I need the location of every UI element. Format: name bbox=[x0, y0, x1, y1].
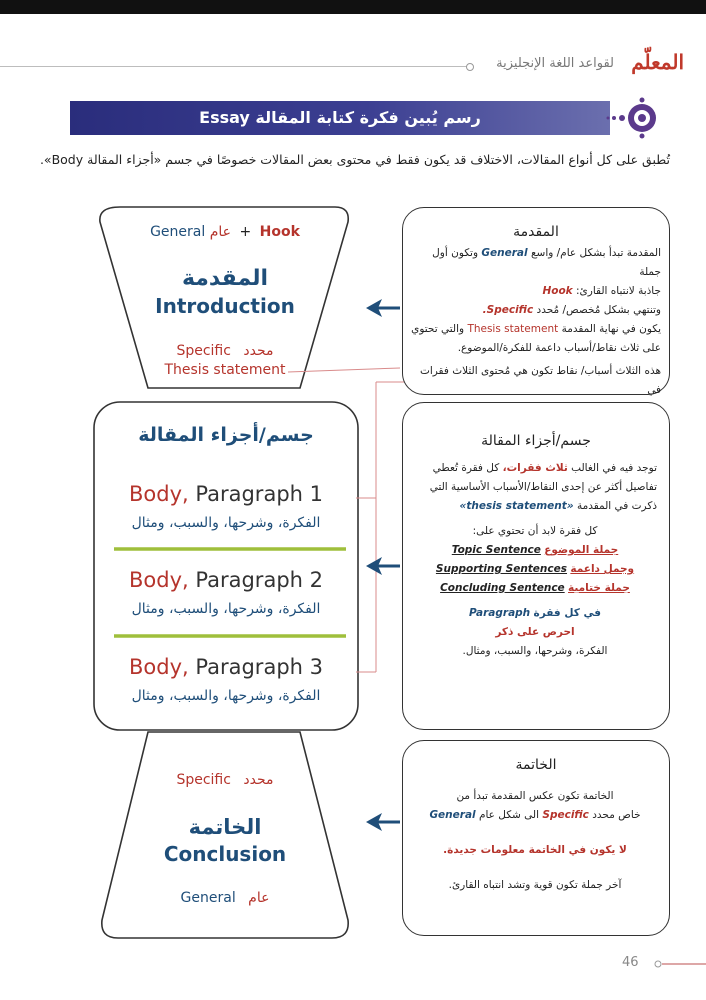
intro-title-en: Introduction bbox=[155, 294, 295, 318]
notes-body-sentence-3: جملة ختامية Concluding Sentence bbox=[440, 582, 630, 594]
notes-body-line-1: توجد فيه في الغالب ثلاث فقرات، كل فقرة تُعطي bbox=[432, 462, 657, 474]
intro-hook: Hook bbox=[259, 224, 300, 240]
body-title-ar: جسم/أجزاء المقالة bbox=[138, 424, 314, 446]
intro-thesis: Thesis statement bbox=[164, 362, 286, 378]
arrow-conclusion bbox=[366, 813, 400, 831]
body-word-1: Body, bbox=[129, 482, 189, 506]
notes-intro-line-4: يكون في نهاية المقدمة Thesis statement والتي تحتوي bbox=[411, 323, 661, 335]
intro-title-ar: المقدمة bbox=[181, 266, 269, 291]
body-word-3: Body, bbox=[129, 655, 189, 679]
paragraph-label-1: Paragraph 1 bbox=[195, 482, 323, 506]
concl-specific-ar: محدد bbox=[243, 772, 274, 788]
notes-body-line-6: احرص على ذكر bbox=[495, 626, 575, 638]
body-word-2: Body, bbox=[129, 568, 189, 592]
notes-intro-line-3: وتنتهي بشكل مُخصص/ مُحدد Specific. bbox=[482, 304, 661, 316]
concl-general-en: General bbox=[180, 890, 236, 906]
notes-body-line-7: الفكرة، وشرحها، والسبب، ومثال. bbox=[462, 645, 608, 657]
notes-concl-title: الخاتمة bbox=[515, 757, 557, 773]
notes-body-line-4: كل فقرة لابد أن تحتوي على: bbox=[472, 525, 598, 537]
page-title: رسم يُبين فكرة كتابة المقالة Essay bbox=[199, 108, 481, 127]
intro-paragraph: تُطبق على كل أنواع المقالات، الاختلاف قد يكون فقط في محتوى بعض المقالات خصوصًا في جسم «أجزاء المقالة Body». bbox=[39, 152, 670, 167]
notes-body-title: جسم/أجزاء المقالة bbox=[481, 433, 591, 449]
notes-body-line-2: تفاصيل أكثر عن إحدى النقاط/الأسباب الأساسية التي bbox=[429, 481, 657, 493]
intro-specific-ar: محدد bbox=[243, 343, 274, 359]
arrow-intro bbox=[366, 299, 400, 317]
arrow-body bbox=[366, 557, 400, 575]
concl-title-ar: الخاتمة bbox=[188, 815, 262, 839]
book-logo: المعلّم bbox=[631, 50, 684, 74]
notes-conclusion-box bbox=[402, 740, 670, 936]
notes-body-box bbox=[402, 402, 670, 730]
concl-specific bbox=[100, 772, 350, 788]
notes-body-line-5: في كل فقرة Paragraph bbox=[469, 607, 601, 619]
notes-intro-title: المقدمة bbox=[513, 224, 559, 240]
paragraph-label-2: Paragraph 2 bbox=[195, 568, 323, 592]
book-subtitle: لقواعد اللغة الإنجليزية bbox=[496, 56, 614, 71]
footer-dot bbox=[655, 961, 661, 967]
notes-concl-line-4: آخر جملة تكون قوية وتشد انتباه القارئ. bbox=[448, 879, 622, 891]
paragraph-desc-1: الفكرة، وشرحها، والسبب، ومثال bbox=[131, 515, 321, 531]
notes-intro-line-2: جاذبة لانتباه القارئ: Hook bbox=[542, 285, 661, 297]
intro-specific bbox=[100, 343, 350, 359]
body-paragraph-2 bbox=[94, 568, 358, 592]
intro-general-hook bbox=[100, 224, 350, 240]
notes-intro-line-5: على ثلاث نقاط/أسباب داعمة للفكرة/الموضوع. bbox=[457, 342, 661, 354]
intro-general-en: General bbox=[150, 224, 206, 240]
intro-general-ar: عام bbox=[209, 224, 232, 240]
concl-specific-en: Specific bbox=[176, 772, 231, 788]
notes-body-sentence-1: جملة الموضوع Topic Sentence bbox=[451, 544, 619, 556]
concl-title-en: Conclusion bbox=[163, 842, 287, 866]
notes-concl-line-1: الخاتمة تكون عكس المقدمة تبدأ من bbox=[456, 790, 614, 802]
notes-body-line-3: ذكرت في المقدمة «thesis statement» bbox=[459, 500, 657, 512]
paragraph-label-3: Paragraph 3 bbox=[195, 655, 323, 679]
notes-concl-line-3: لا يكون في الخاتمة معلومات جديدة. bbox=[443, 844, 627, 856]
paragraph-desc-3: الفكرة، وشرحها، والسبب، ومثال bbox=[131, 688, 321, 704]
notes-intro-line-6: هذه الثلاث أسباب/ نقاط تكون هي مُحتوى الثلاث فقرات في bbox=[419, 365, 661, 396]
intro-specific-en: Specific bbox=[176, 343, 231, 359]
notes-intro-line-1: المقدمة تبدأ بشكل عام/ واسع General وتكون أول جملة bbox=[432, 247, 661, 278]
notes-body-sentence-2: وجمل داعمة Supporting Sentences bbox=[435, 563, 635, 575]
notes-intro-box bbox=[402, 207, 670, 395]
notes-concl-line-2: خاص محدد Specific الى شكل عام General bbox=[429, 809, 641, 821]
concl-general bbox=[100, 890, 350, 906]
intro-plus: + bbox=[239, 224, 252, 240]
concl-general-ar: عام bbox=[248, 890, 270, 906]
body-shape bbox=[94, 402, 358, 730]
paragraph-desc-2: الفكرة، وشرحها، والسبب، ومثال bbox=[131, 601, 321, 617]
page-number: 46 bbox=[622, 955, 639, 970]
body-paragraph-3 bbox=[94, 655, 358, 679]
body-paragraph-1 bbox=[94, 482, 358, 506]
